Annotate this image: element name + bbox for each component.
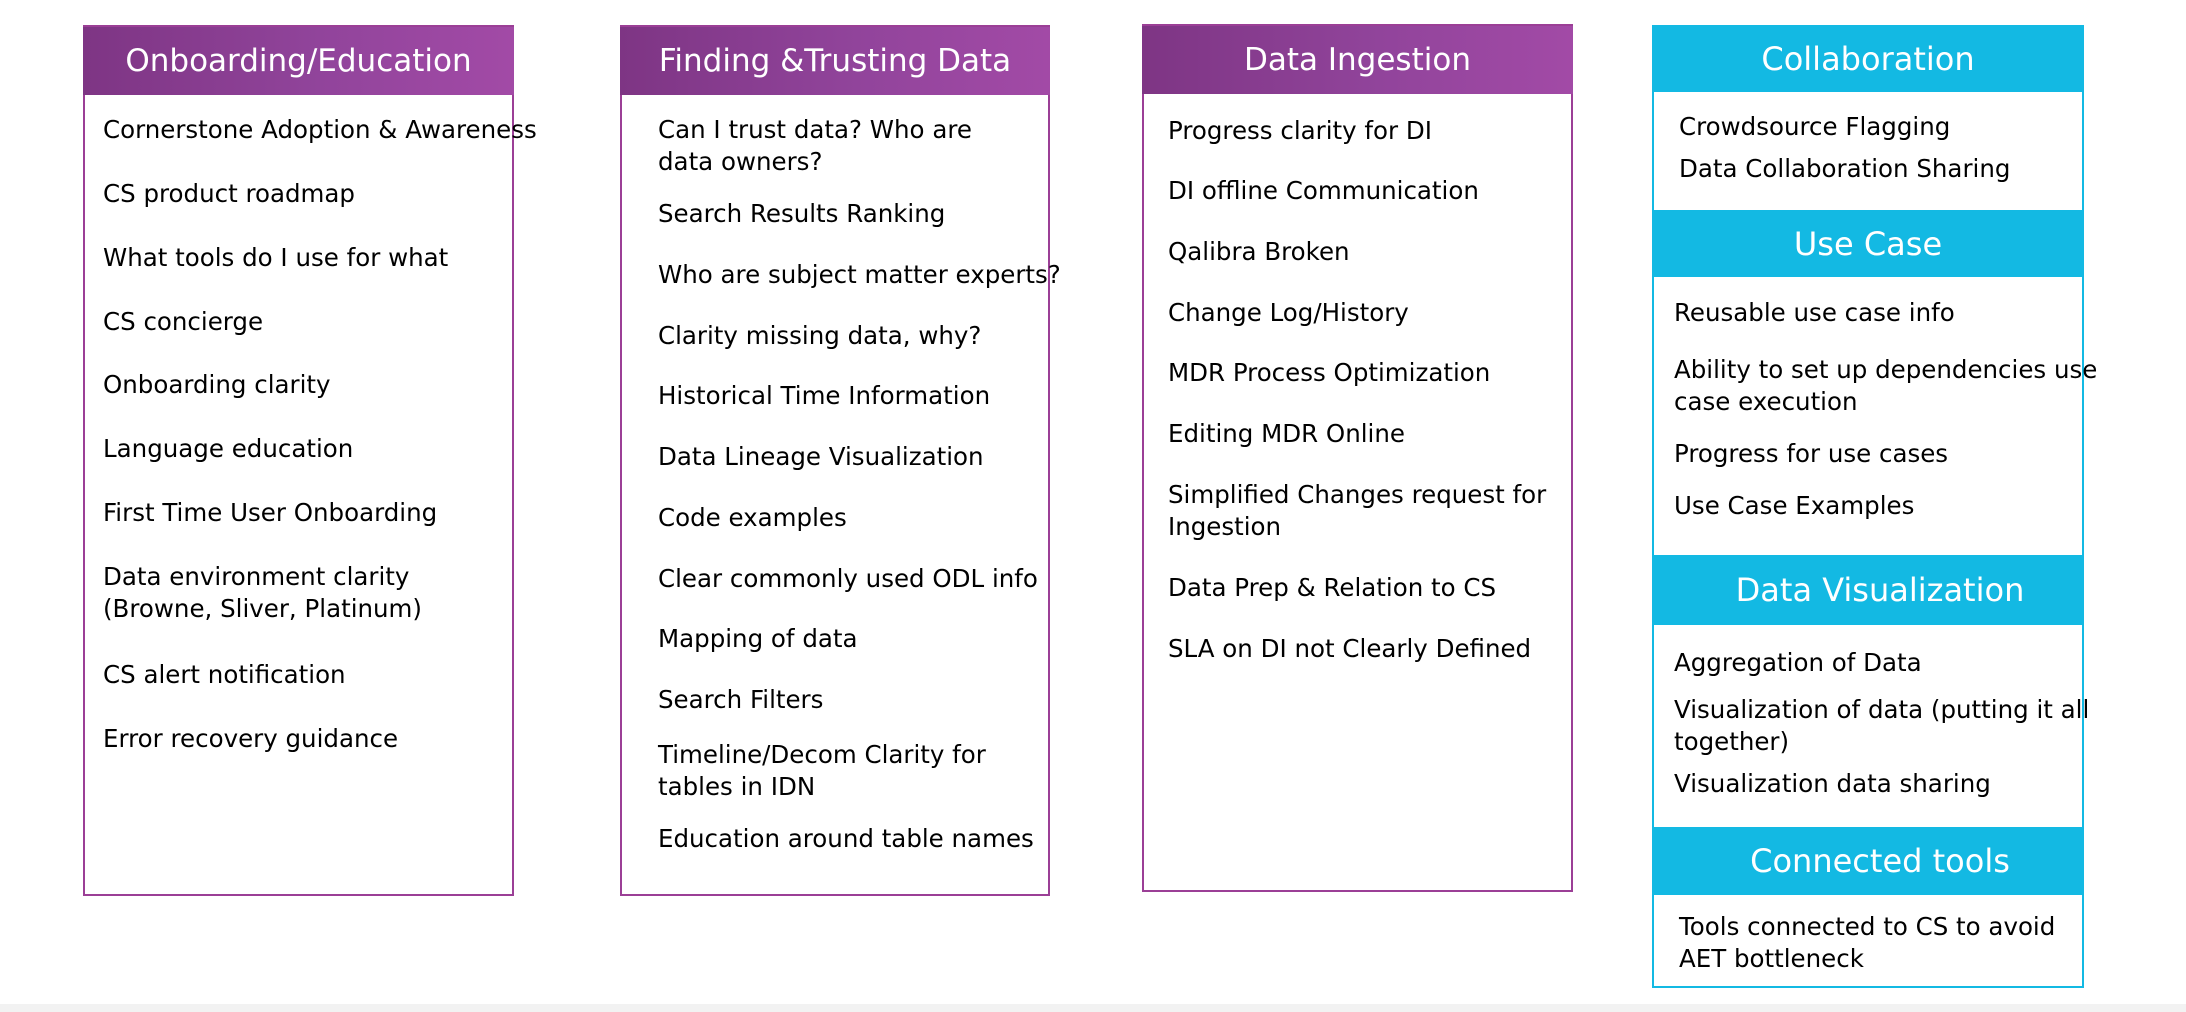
list-item: Aggregation of Data [1674, 648, 1922, 677]
list-item: Ability to set up dependencies use [1674, 355, 2098, 384]
section-header-use-case: Use Case [1652, 210, 2084, 277]
list-item: Visualization of data (putting it all [1674, 695, 2090, 724]
column-header: Finding &Trusting Data [620, 25, 1050, 95]
list-item: MDR Process Optimization [1168, 358, 1491, 387]
list-item: Ingestion [1168, 512, 1282, 541]
list-item: CS alert notification [103, 660, 346, 689]
list-item: Progress for use cases [1674, 439, 1949, 468]
section-header-connected-tools: Connected tools [1652, 827, 2084, 895]
list-item: (Browne, Sliver, Platinum) [103, 594, 422, 623]
list-item: Error recovery guidance [103, 724, 399, 753]
list-item: Use Case Examples [1674, 491, 1915, 520]
list-item: Simplified Changes request for [1168, 480, 1547, 509]
list-item: Code examples [658, 503, 847, 532]
bottom-band [0, 1004, 2186, 1012]
column-onboarding-education [83, 25, 537, 896]
list-item: Qalibra Broken [1168, 237, 1350, 266]
list-item: Crowdsource Flagging [1679, 112, 1951, 141]
list-item: Who are subject matter experts? [658, 260, 1061, 289]
list-item: Clear commonly used ODL info [658, 564, 1038, 593]
list-item: Reusable use case info [1674, 298, 1955, 327]
list-item: Visualization data sharing [1674, 769, 1991, 798]
column-right-sections [1652, 25, 2098, 988]
list-item: AET bottleneck [1679, 944, 1864, 973]
list-item: First Time User Onboarding [103, 498, 438, 527]
list-item: data owners? [658, 147, 823, 176]
list-item: CS product roadmap [103, 179, 355, 208]
list-item: Search Filters [658, 685, 824, 714]
column-finding-trusting-data [620, 25, 1061, 896]
list-item: Progress clarity for DI [1168, 116, 1432, 145]
list-item: What tools do I use for what [103, 243, 449, 272]
column-header: Onboarding/Education [83, 25, 514, 95]
list-item: Editing MDR Online [1168, 419, 1405, 448]
list-item: Timeline/Decom Clarity for [658, 740, 986, 769]
column-header: Data Ingestion [1142, 24, 1573, 94]
list-item: together) [1674, 727, 1790, 756]
list-item: case execution [1674, 387, 1858, 416]
list-item: Onboarding clarity [103, 370, 331, 399]
list-item: Tools connected to CS to avoid [1679, 912, 2056, 941]
list-item: DI offline Communication [1168, 176, 1479, 205]
list-item: Historical Time Information [658, 381, 991, 410]
list-item: SLA on DI not Clearly Defined [1168, 634, 1532, 663]
list-item: Change Log/History [1168, 298, 1409, 327]
list-item: Can I trust data? Who are [658, 115, 972, 144]
list-item: Mapping of data [658, 624, 858, 653]
list-item: CS concierge [103, 307, 264, 336]
column-data-ingestion [1142, 24, 1573, 892]
list-item: Education around table names [658, 824, 1034, 853]
list-item: Search Results Ranking [658, 199, 946, 228]
list-item: Data Lineage Visualization [658, 442, 984, 471]
list-item: Data Collaboration Sharing [1679, 154, 2011, 183]
section-header-collaboration: Collaboration [1652, 25, 2084, 92]
list-item: Data environment clarity [103, 562, 410, 591]
list-item: Clarity missing data, why? [658, 321, 982, 350]
list-item: Cornerstone Adoption & Awareness [103, 115, 537, 144]
list-item: Data Prep & Relation to CS [1168, 573, 1497, 602]
section-header-data-visualization: Data Visualization [1652, 555, 2084, 625]
list-item: tables in IDN [658, 772, 816, 801]
list-item: Language education [103, 434, 354, 463]
